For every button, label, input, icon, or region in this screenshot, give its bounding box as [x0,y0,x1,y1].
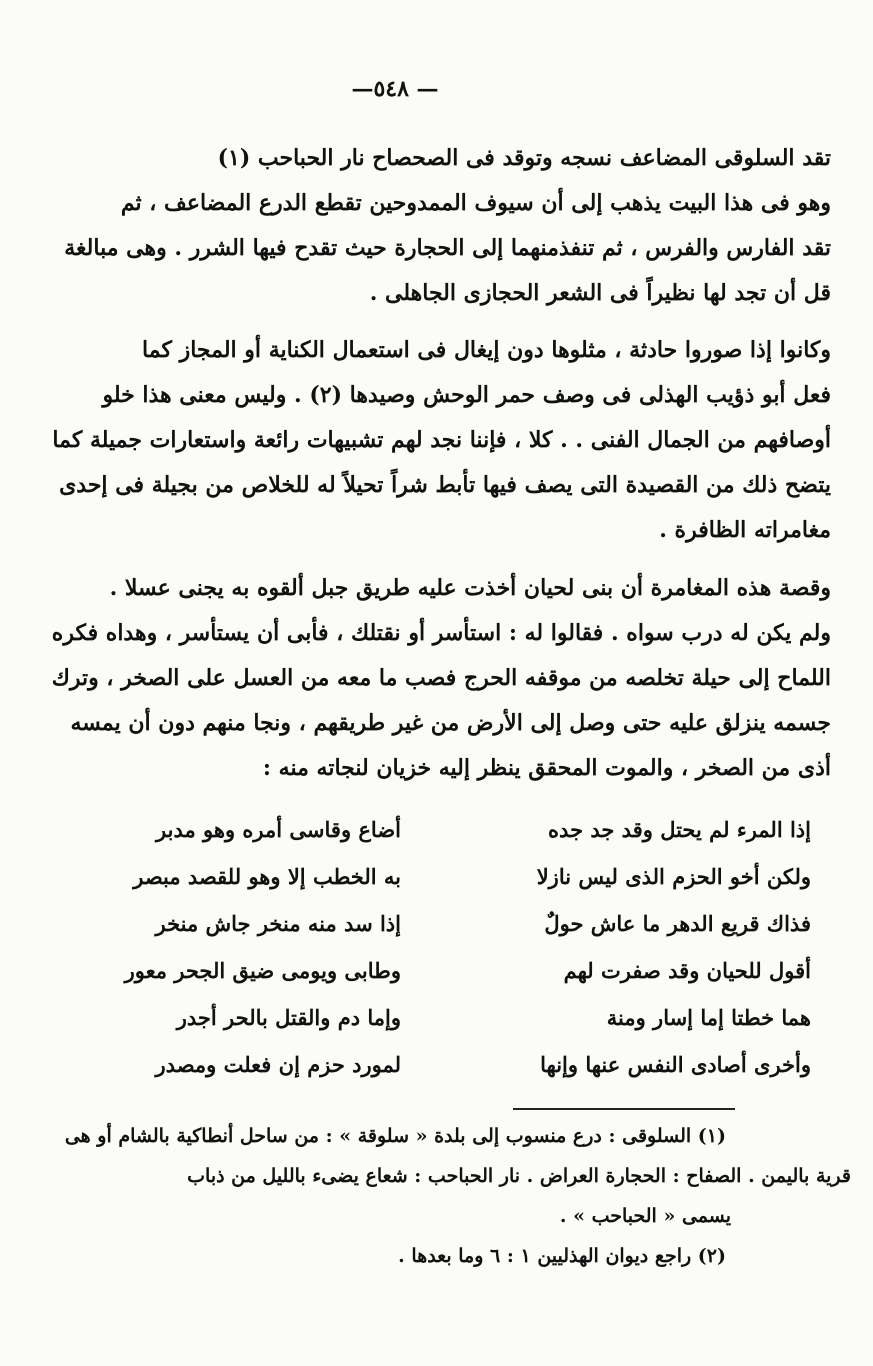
text-line: أذى من الصخر ، والموت المحقق ينظر إليه خزيان لنجاته منه : [262,755,831,781]
text-line: قل أن تجد لها نظيراً فى الشعر الحجازى الجاهلى . [369,280,831,306]
text-line: جسمه ينزلق عليه حتى وصل إلى الأرض من غير طريقهم ، ونجا منهم دون أن يمسه [70,710,831,736]
text-line: تقد السلوقى المضاعف نسجه وتوقد فى الصحصاح نار الحباحب (١) [217,145,831,171]
verse-second-hemistich: لمورد حزم إن فعلت ومصدر [155,1052,401,1077]
poem-verse [11,994,811,1041]
verse-first-hemistich: أقول للحيان وقد صفرت لهم [563,958,811,983]
footnote-line: قرية باليمن . الصفاح : الحجارة العراض . نار الحباحب : شعاع يضىء بالليل من ذباب [187,1165,851,1187]
text-line: تقد الفارس والفرس ، ثم تنفذمنهما إلى الحجارة حيث تقدح فيها الشرر . وهى مبالغة [64,235,831,261]
text-line: يتضح ذلك من القصيدة التى يصف فيها تأبط شراً تحيلاً له للخلاص من بجيلة فى إحدى [59,472,831,498]
footnote-line: (١) السلوقى : درع منسوب إلى بلدة « سلوقة » : من ساحل أنطاكية بالشام أو هى [64,1125,726,1147]
verse-second-hemistich: به الخطب إلا وهو للقصد مبصر [133,864,401,889]
text-line: وكانوا إذا صوروا حادثة ، مثلوها دون إيغال فى استعمال الكناية أو المجاز كما [142,337,831,363]
verse-second-hemistich: إذا سد منه منخر جاش منخر [155,911,401,936]
poem-verse [11,806,811,853]
text-line: مغامراته الظافرة . [659,517,831,543]
page-number: —٥٤٨ — [351,76,439,102]
text-line: وقصة هذه المغامرة أن بنى لحيان أخذت عليه طريق جبل ألقوه به يجنى عسلا . [109,575,831,601]
verse-first-hemistich: إذا المرء لم يحتل وقد جد جده [548,817,811,842]
paragraph-2 [41,328,831,553]
verse-first-hemistich: ولكن أخو الحزم الذى ليس نازلا [536,864,811,889]
text-line: وهو فى هذا البيت يذهب إلى أن سيوف الممدوحين تقطع الدرع المضاعف ، ثم [120,190,831,216]
poem-verse [11,900,811,947]
paragraph-1 [41,136,831,316]
verse-second-hemistich: وإما دم والقتل بالحر أجدر [176,1005,401,1030]
footnote-line: يسمى « الحباحب » . [559,1205,731,1227]
poem [11,806,811,1088]
poem-verse [11,1041,811,1088]
verse-first-hemistich: فذاك قريع الدهر ما عاش حولٌ [544,911,811,936]
poem-verse [11,853,811,900]
text-line: اللماح إلى حيلة تخلصه من موقفه الحرج فصب ما معه من العسل على الصخر ، وترك [51,665,831,691]
verse-second-hemistich: وطابى ويومى ضيق الجحر معور [124,958,401,983]
text-line: فعل أبو ذؤيب الهذلى فى وصف حمر الوحش وصيدها (٢) . وليس معنى هذا خلو [102,382,831,408]
poem-verse [11,947,811,994]
text-line: أوصافهم من الجمال الفنى . . كلا ، فإننا نجد لهم تشبيهات رائعة واستعارات جميلة كما [52,427,831,453]
footnotes [21,1116,851,1276]
text-line: ولم يكن له درب سواه . فقالوا له : استأسر أو نقتلك ، فأبى أن يستأسر ، وهداه فكره [51,620,831,646]
footnote-divider [513,1108,735,1110]
paragraph-3 [41,566,831,791]
footnote-line: (٢) راجع ديوان الهذليين ١ : ٦ وما بعدها . [398,1245,726,1267]
verse-second-hemistich: أضاع وقاسى أمره وهو مدبر [156,817,401,842]
verse-first-hemistich: هما خطتا إما إسار ومنة [606,1005,811,1030]
verse-first-hemistich: وأخرى أصادى النفس عنها وإنها [540,1052,811,1077]
